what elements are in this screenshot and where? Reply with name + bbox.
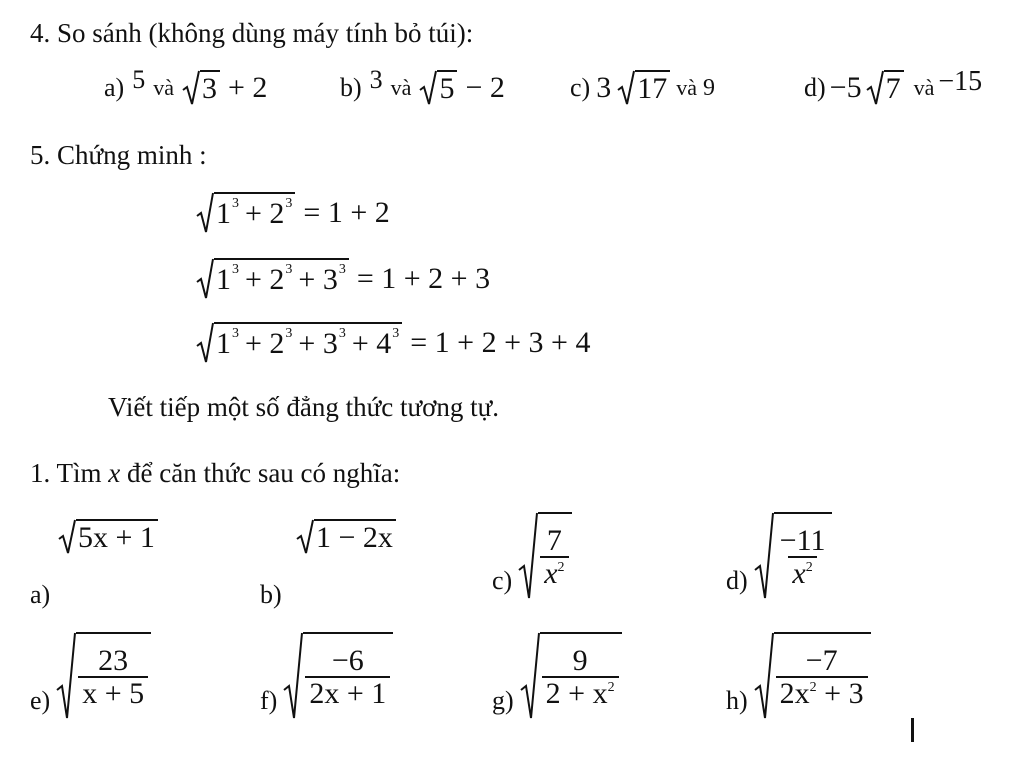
q1g-item (492, 632, 622, 720)
q4c-right: 9 (702, 74, 715, 101)
q4-item-c (570, 70, 715, 106)
q5-note: Viết tiếp một số đẳng thức tương tự. (108, 392, 500, 422)
q4a-va: và (153, 75, 174, 100)
q4-item-a (104, 65, 268, 106)
q5-eq3-radical: 1 3 + 2 3 + 3 3 + 4 3 (196, 322, 402, 364)
radical-sign-icon (182, 70, 200, 106)
q1a-expression: 5x + 1 (58, 518, 158, 555)
q4d-coef: −5 (829, 71, 862, 104)
q1c-radical: $\frac{7}{x^2}$ (518, 512, 571, 600)
q5-equation-2 (196, 258, 490, 300)
q1-title: 1. Tìm x để căn thức sau có nghĩa: (30, 458, 401, 488)
q4d-label: d) (804, 73, 826, 102)
radical-sign-icon (617, 70, 635, 106)
radical-sign-icon (754, 632, 774, 720)
q4a-radical: 3 (182, 70, 220, 106)
q4c-va: và (676, 75, 697, 100)
radical-sign-icon (196, 258, 214, 300)
q1d-label: d) (726, 566, 748, 595)
q1b-expression: 1 − 2x (296, 518, 396, 555)
q4d-radical: 7 (866, 70, 904, 106)
q1g-label: g) (492, 686, 514, 715)
q1e-item (30, 632, 151, 720)
q5-eq1-rhs: = 1 + 2 (303, 196, 390, 229)
q1h-radical: $\frac{-7}{2x^2 + 3}$ (754, 632, 871, 720)
q1a-label: a) (30, 580, 51, 609)
radical-sign-icon (419, 70, 437, 106)
q5-equation-3 (196, 322, 590, 364)
radical-sign-icon (296, 519, 314, 555)
q1h-item (726, 632, 871, 720)
q1f-radical: $\frac{-6}{2x + 1}$ (283, 632, 393, 720)
q4a-left: 5 (132, 65, 146, 94)
radical-sign-icon (196, 322, 214, 364)
q1e-radical: $\frac{23}{x + 5}$ (56, 632, 151, 720)
q1c-item (492, 512, 572, 600)
q4b-left: 3 (369, 65, 383, 94)
radical-sign-icon (196, 192, 214, 234)
radical-sign-icon (58, 519, 76, 555)
q4c-coef: 3 (596, 71, 612, 104)
q5-eq1-radical: 1 3 + 2 3 (196, 192, 295, 234)
q4a-tail: + 2 (227, 71, 268, 104)
q4-item-b (340, 65, 505, 106)
q1d-radical: $\frac{-11}{x^2}$ (754, 512, 833, 600)
q5-eq2-radical: 1 3 + 2 3 + 3 3 (196, 258, 349, 300)
q1g-radical: $\frac{9}{2 + x^2}$ (520, 632, 622, 720)
q4d-va: và (913, 75, 935, 100)
q4c-radical: 17 (617, 70, 670, 106)
radical-sign-icon (518, 512, 538, 600)
q5-equation-1 (196, 192, 390, 234)
text-cursor (911, 718, 914, 742)
q1f-item (260, 632, 393, 720)
q4d-right: −15 (938, 66, 983, 97)
q5-eq2-rhs: = 1 + 2 + 3 (356, 262, 491, 295)
radical-sign-icon (520, 632, 540, 720)
radical-sign-icon (754, 512, 774, 600)
q5-title: 5. Chứng minh : (30, 140, 207, 170)
q4a-label: a) (104, 73, 125, 102)
q4b-tail: − 2 (465, 71, 505, 104)
q4c-label: c) (570, 73, 591, 102)
q1f-label: f) (260, 686, 278, 715)
q4b-va: và (390, 75, 412, 100)
radical-sign-icon (56, 632, 76, 720)
radical-sign-icon (283, 632, 303, 720)
q1b-label: b) (260, 580, 282, 609)
q5-eq3-rhs: = 1 + 2 + 3 + 4 (410, 326, 591, 359)
q1h-label: h) (726, 686, 748, 715)
q4-title: 4. So sánh (không dùng máy tính bỏ túi): (30, 18, 474, 48)
q4-item-d (804, 66, 983, 106)
q1e-label: e) (30, 686, 51, 715)
radical-sign-icon (866, 70, 884, 106)
q4b-label: b) (340, 73, 362, 102)
q4b-radical: 5 (419, 70, 457, 106)
q1d-item (726, 512, 832, 600)
q1c-label: c) (492, 566, 513, 595)
